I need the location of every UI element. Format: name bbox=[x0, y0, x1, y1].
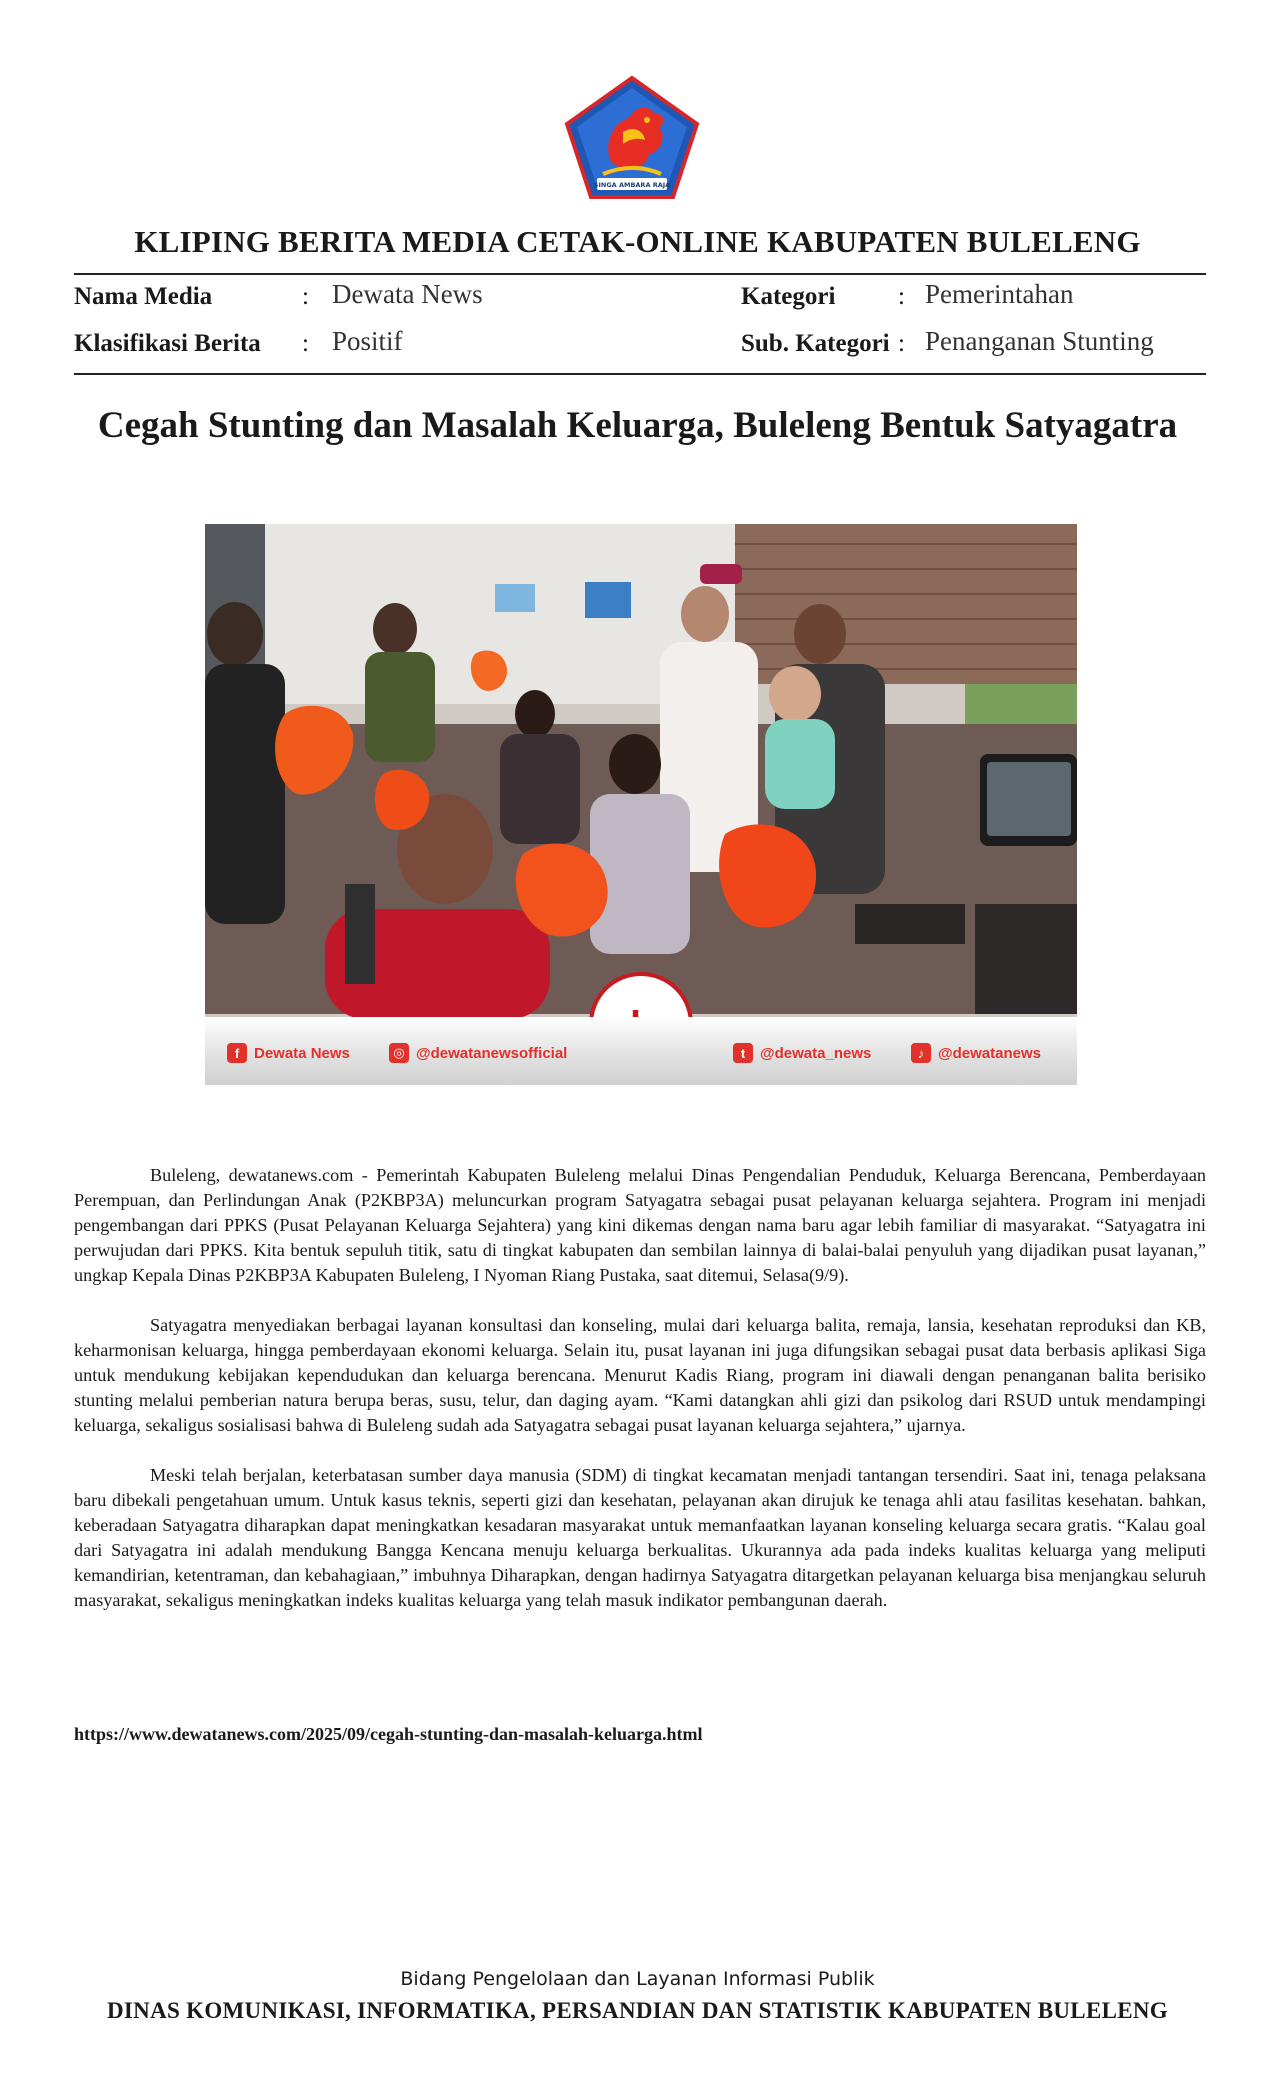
subcategory-label: Sub. Kategori bbox=[741, 330, 890, 357]
article-title: Cegah Stunting dan Masalah Keluarga, Buleleng Bentuk Satyagatra bbox=[97, 405, 1178, 446]
footer-department: Bidang Pengelolaan dan Layanan Informasi Publik bbox=[400, 1968, 875, 1990]
subcategory-value: Penanganan Stunting bbox=[925, 326, 1154, 356]
article-paragraph: Satyagatra menyediakan berbagai layanan konsultasi dan konseling, mulai dari keluarga balita, remaja, lansia, kesehatan reproduksi dan KB, keharmonisan keluarga, hingga pemberdayaan ekonomi keluarga. Selain itu, pusat layanan ini juga difungsikan sebagai pusat data berbasis aplikasi Siga untuk mendukung kebijakan kependudukan dan keluarga berencana. Menurut Kadis Riang, program ini diawali dengan penanganan balita berisiko stunting melalui pemberian natura berupa beras, susu, telur, dan daging ayam. “Kami datangkan ahli gizi dan psikolog dari RSUD untuk mendampingi keluarga, sekaligus sosialisasi bahwa di Buleleng sudah ada Satyagatra sebagai pusat layanan keluarga sejahtera,” ujarnya. bbox=[74, 1315, 1206, 1435]
tiktok-handle-text: @dewatanews bbox=[938, 1044, 1041, 1062]
article-body bbox=[74, 1163, 1206, 1638]
twitter-icon: t bbox=[733, 1043, 753, 1063]
instagram-handle bbox=[389, 1043, 567, 1063]
tiktok-icon: ♪ bbox=[911, 1043, 931, 1063]
category-label: Kategori bbox=[741, 283, 836, 310]
header-divider-bottom bbox=[74, 373, 1206, 375]
tiktok-handle bbox=[911, 1043, 1041, 1063]
header-divider-top bbox=[74, 273, 1206, 275]
classification-label: Klasifikasi Berita bbox=[74, 330, 261, 357]
photo-social-bar bbox=[205, 1017, 1077, 1085]
classification-value: Positif bbox=[332, 326, 403, 356]
regency-logo bbox=[563, 74, 701, 201]
category-colon: : bbox=[898, 283, 905, 310]
category-value: Pemerintahan bbox=[925, 279, 1074, 309]
article-paragraph: Meski telah berjalan, keterbatasan sumber daya manusia (SDM) di tingkat kecamatan menjadi tantangan tersendiri. Saat ini, tenaga pelaksana baru dibekali pengetahuan umum. Untuk kasus teknis, seperti gizi dan kesehatan, pelayanan akan dirujuk ke tenaga ahli atau fasilitas kesehatan. bahkan, keberadaan Satyagatra diharapkan dapat meningkatkan kesadaran masyarakat untuk memanfaatkan layanan konseling keluarga secara gratis. “Kalau goal dari Satyagatra ini adalah mendukung Bangga Kencana menuju keluarga berkualitas. Ukurannya ada pada indeks kualitas keluarga yang meliputi kemandirian, ketentraman, dan kebahagiaan,” imbuhnya Diharapkan, dengan hadirnya Satyagatra ditargetkan pelayanan keluarga bisa menjangkau seluruh masyarakat, sekaligus meningkatkan indeks kualitas keluarga yang telah masuk indikator pembangunan daerah. bbox=[74, 1465, 1206, 1610]
logo-motto-text: SINGA AMBARA RAJA bbox=[593, 181, 671, 189]
footer-agency: DINAS KOMUNIKASI, INFORMATIKA, PERSANDIAN DAN STATISTIK KABUPATEN BULELENG bbox=[107, 1998, 1168, 2023]
media-name-colon: : bbox=[302, 283, 309, 310]
facebook-icon: f bbox=[227, 1043, 247, 1063]
article-photo bbox=[205, 524, 1077, 1085]
twitter-handle-text: @dewata_news bbox=[760, 1044, 872, 1062]
facebook-handle bbox=[227, 1043, 350, 1063]
subcategory-colon: : bbox=[898, 330, 905, 357]
classification-colon: : bbox=[302, 330, 309, 357]
twitter-handle bbox=[733, 1043, 871, 1063]
instagram-handle-text: @dewatanewsofficial bbox=[416, 1044, 568, 1062]
facebook-handle-text: Dewata News bbox=[254, 1044, 350, 1062]
clipping-header-title: KLIPING BERITA MEDIA CETAK-ONLINE KABUPATEN BULELENG bbox=[134, 224, 1141, 259]
media-name-value: Dewata News bbox=[332, 279, 483, 309]
instagram-icon: ◎ bbox=[389, 1043, 409, 1063]
media-name-label: Nama Media bbox=[74, 283, 213, 310]
source-url-link[interactable]: https://www.dewatanews.com/2025/09/cegah-stunting-dan-masalah-keluarga.html bbox=[74, 1724, 703, 1744]
article-paragraph: Buleleng, dewatanews.com - Pemerintah Kabupaten Buleleng melalui Dinas Pengendalian Penduduk, Keluarga Berencana, Pemberdayaan Perempuan, dan Perlindungan Anak (P2KBP3A) meluncurkan program Satyagatra sebagai pusat pelayanan keluarga sejahtera. Program ini menjadi pengembangan dari PPKS (Pusat Pelayanan Keluarga Sejahtera) yang kini dikemas dengan nama baru agar lebih familiar di masyarakat. “Satyagatra ini perwujudan dari PPKS. Kita bentuk sepuluh titik, satu di tingkat kabupaten dan sembilan lainnya di balai-balai penyuluh yang dijadikan pusat layanan,” ungkap Kepala Dinas P2KBP3A Kabupaten Buleleng, I Nyoman Riang Pustaka, saat ditemui, Selasa(9/9). bbox=[74, 1165, 1206, 1285]
